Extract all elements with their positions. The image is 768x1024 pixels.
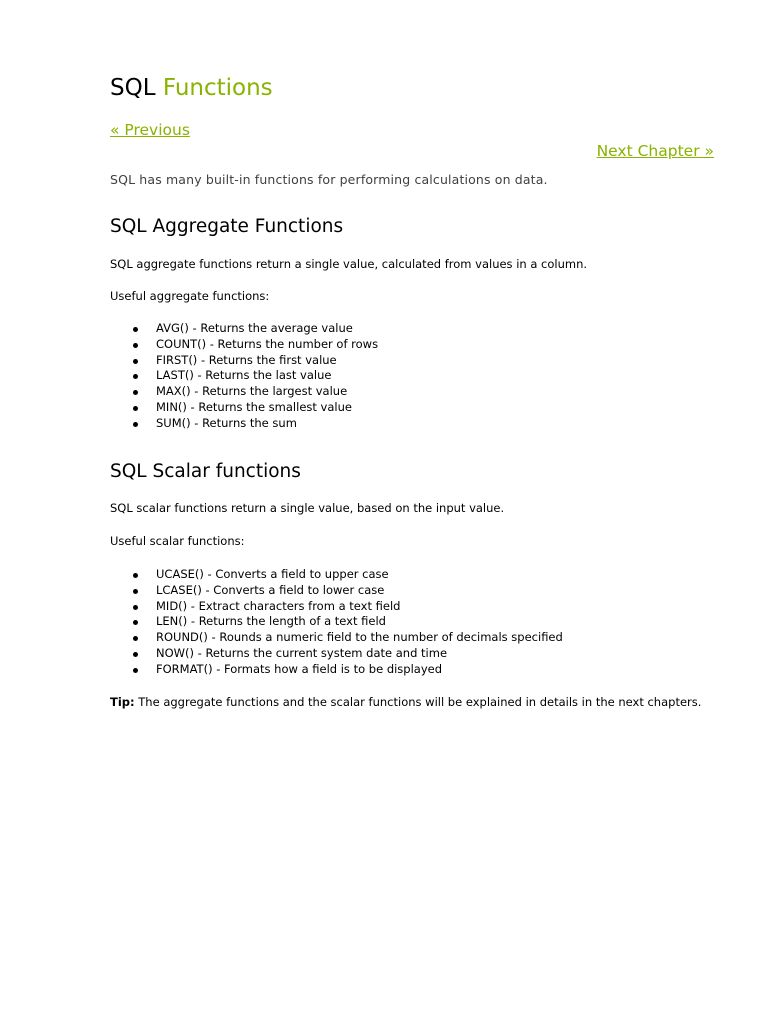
list-item-text: UCASE() - Converts a field to upper case: [156, 567, 389, 581]
tip-text: The aggregate functions and the scalar functions will be explained in details in the next chapters.: [134, 695, 702, 709]
page-title: [110, 72, 273, 104]
bullet-icon: [133, 390, 138, 395]
list-item-text: SUM() - Returns the sum: [156, 415, 297, 430]
list-item: [110, 599, 563, 615]
list-item-text: FORMAT() - Formats how a field is to be displayed: [156, 661, 443, 676]
list-item: [110, 353, 378, 369]
list-item-text: COUNT() - Returns the number of rows: [156, 336, 379, 351]
list-item: [110, 416, 378, 432]
list-item: [110, 662, 563, 678]
list-item: [110, 321, 378, 337]
bullet-icon: [133, 668, 138, 673]
bullet-icon: [133, 636, 138, 641]
bullet-icon: [133, 652, 138, 657]
list-item-text: LCASE() - Converts a field to lower case: [156, 582, 385, 597]
list-item-text: ROUND() - Rounds a numeric field to the number of decimals specified: [156, 630, 563, 645]
list-item-text: LAST() - Returns the last value: [156, 368, 332, 383]
list-item: [110, 384, 378, 400]
list-item-text: FIRST() - Returns the first value: [156, 352, 337, 367]
list-item: [110, 368, 378, 384]
list-item: [110, 337, 378, 353]
bullet-icon: [133, 374, 138, 379]
bullet-icon: [133, 359, 138, 364]
scalar-useful-label: Useful scalar functions:: [110, 534, 245, 548]
aggregate-description: SQL aggregate functions return a single value, calculated from values in a column.: [110, 257, 588, 271]
list-item-text: AVG() - Returns the average value: [156, 321, 353, 335]
bullet-icon: [133, 327, 138, 332]
page-title-main: SQL: [110, 75, 156, 101]
intro-text: SQL has many built-in functions for performing calculations on data.: [110, 172, 548, 187]
aggregate-useful-label: Useful aggregate functions:: [110, 289, 270, 303]
tip-label: Tip:: [110, 695, 135, 709]
scalar-function-list: [110, 567, 563, 678]
scalar-section-title: SQL Scalar functions: [110, 461, 301, 482]
bullet-icon: [133, 620, 138, 625]
list-item-text: MAX() - Returns the largest value: [156, 384, 348, 399]
list-item: [110, 400, 378, 416]
next-chapter-link[interactable]: Next Chapter »: [596, 142, 714, 160]
list-item-text: LEN() - Returns the length of a text field: [156, 614, 386, 629]
bullet-icon: [133, 422, 138, 427]
aggregate-function-list: [110, 321, 378, 432]
list-item: [110, 646, 563, 662]
bullet-icon: [133, 605, 138, 610]
list-item-text: MIN() - Returns the smallest value: [156, 399, 352, 414]
list-item: [110, 567, 563, 583]
tip-note: [110, 694, 701, 710]
list-item-text: MID() - Extract characters from a text field: [156, 598, 401, 613]
bullet-icon: [133, 573, 138, 578]
scalar-description: SQL scalar functions return a single value, based on the input value.: [110, 501, 505, 515]
bullet-icon: [133, 589, 138, 594]
bullet-icon: [133, 343, 138, 348]
previous-link[interactable]: « Previous: [110, 121, 190, 139]
bullet-icon: [133, 406, 138, 411]
list-item: [110, 614, 563, 630]
list-item-text: NOW() - Returns the current system date and time: [156, 645, 448, 660]
list-item: [110, 583, 563, 599]
list-item: [110, 630, 563, 646]
page-title-accent: Functions: [162, 75, 273, 101]
aggregate-section-title: SQL Aggregate Functions: [110, 216, 344, 237]
